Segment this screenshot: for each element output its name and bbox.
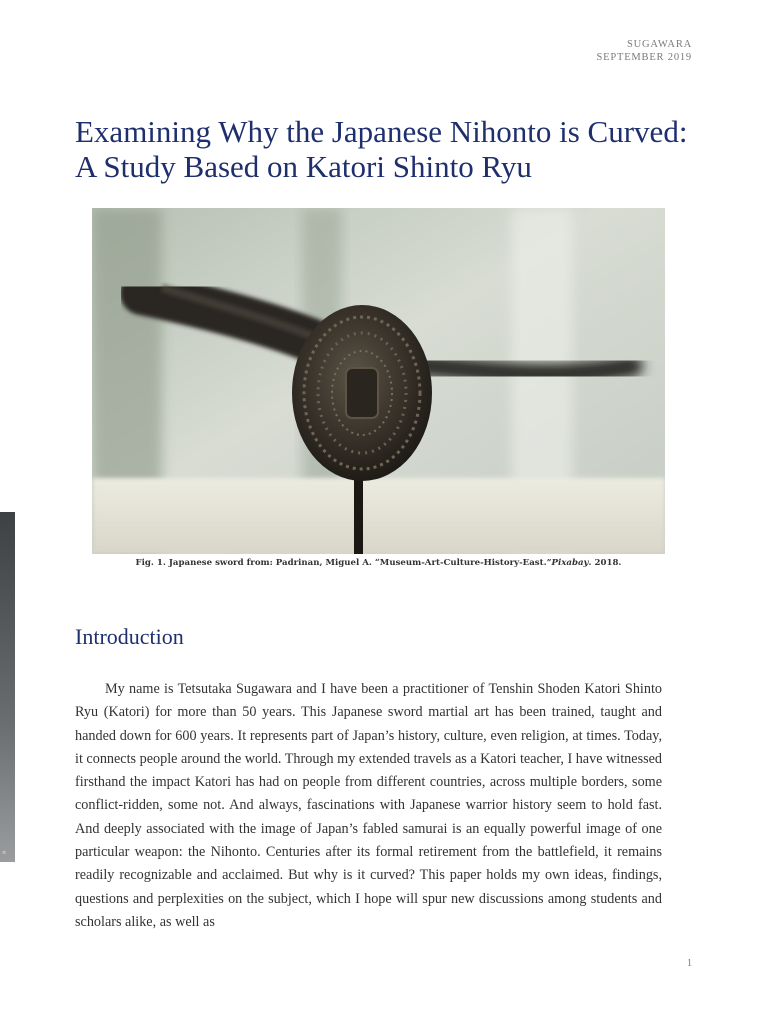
sword-photo-illustration: [92, 208, 665, 554]
sword-photo: [92, 208, 665, 554]
page-header: [596, 38, 692, 64]
figure-caption: [92, 558, 665, 568]
introduction-paragraph: My name is Tetsutaka Sugawara and I have been a practitioner of Tenshin Shoden Katori Shinto Ryu (Katori) for more than 50 years. This Japanese sword martial art has been trained, taught and handed down for 600 years. It represents part of Japan’s history, culture, even religion, at times. Today, it connects people around the world. Through my extended travels as a Katori teacher, I have witnessed firsthand the impact Katori has had on people from different countries, across multiple borders, some conflict-ridden, some not. And always, fascinations with Japanese warrior history seem to hold fast. And deeply associated with the image of Japan’s fabled samurai is an equally powerful image of one particular weapon: the Nihonto. Centuries after its formal retirement from the battlefield, it remains readily recognizable and acclaimed. But why is it curved? This paper holds my own ideas, findings, questions and perplexities on the subject, which I hope will spur new discussions among students and scholars alike, as well as: [75, 681, 662, 930]
side-tab[interactable]: [0, 512, 15, 862]
page-number: 1: [687, 958, 692, 969]
caption-source: Pixabay: [551, 558, 589, 568]
side-tab-grip-icon: ≡: [2, 850, 7, 856]
paper-title: Examining Why the Japanese Nihonto is Curved: A Study Based on Katori Shinto Ryu: [75, 114, 688, 184]
section-heading-introduction: Introduction: [75, 624, 184, 649]
header-author: SUGAWARA: [626, 39, 692, 50]
caption-main: Fig. 1. Japanese sword from: Padrinan, Miguel A. “Museum-Art-Culture-History-East.”: [135, 558, 552, 568]
header-date: SEPTEMBER 2019: [596, 52, 692, 63]
caption-year: . 2018.: [588, 558, 622, 568]
